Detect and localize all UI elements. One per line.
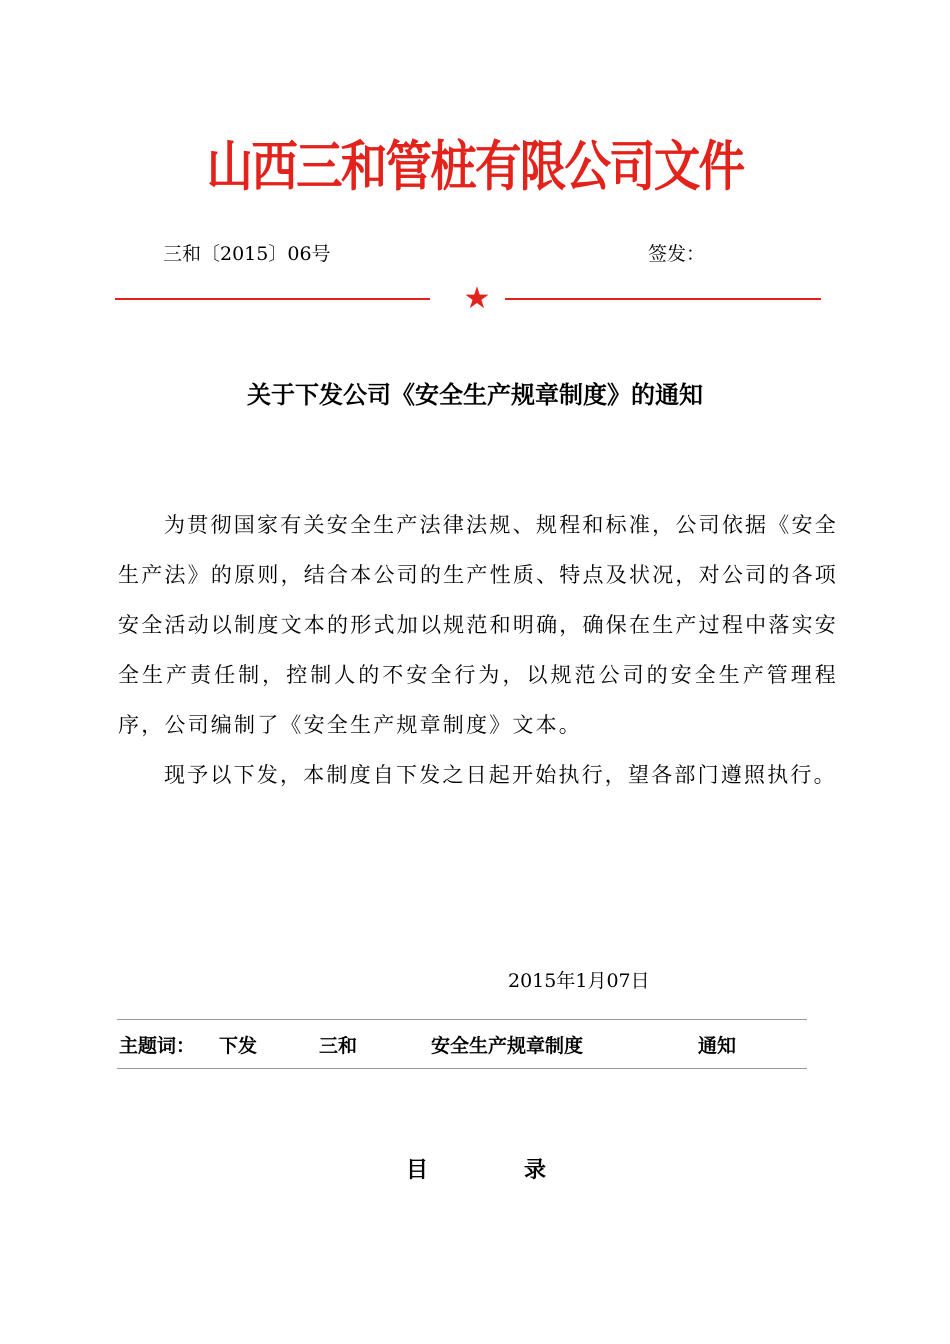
keyword-item: 安全生产规章制度 <box>431 1035 584 1057</box>
document-header-title: 山西三和管桩有限公司文件 <box>206 135 744 198</box>
signer-label: 签发： <box>648 243 706 265</box>
notice-body <box>118 500 838 800</box>
keyword-item: 下发 <box>219 1035 258 1057</box>
red-divider-left <box>115 298 430 300</box>
red-divider-right <box>505 298 821 300</box>
star-icon: ★ <box>463 281 491 316</box>
keywords-rule-top <box>117 1019 807 1020</box>
body-paragraph: 现予以下发，本制度自下发之日起开始执行，望各部门遵照执行。 <box>164 763 837 787</box>
keywords-label: 主题词： <box>119 1035 196 1057</box>
document-number: 三和〔2015〕06号 <box>163 243 331 265</box>
toc-heading-right: 录 <box>524 1158 547 1183</box>
body-paragraph: 为贯彻国家有关安全生产法律法规、规程和标准，公司依据《安全生产法》的原则，结合本公司的生产性质、特点及状况，对公司的各项安全活动以制度文本的形式加以规范和明确，确保在生产过程中落实安全生产责任制，控制人的不安全行为，以规范公司的安全生产管理程序，公司编制了《安全生产规章制度》文本。 <box>118 513 838 737</box>
keyword-item: 通知 <box>698 1035 737 1057</box>
toc-heading-left: 目 <box>406 1158 429 1183</box>
keyword-item: 三和 <box>319 1035 358 1057</box>
keywords-rule-bottom <box>117 1068 807 1069</box>
issue-date: 2015年1月07日 <box>508 970 650 992</box>
notice-title: 关于下发公司《安全生产规章制度》的通知 <box>247 381 703 409</box>
